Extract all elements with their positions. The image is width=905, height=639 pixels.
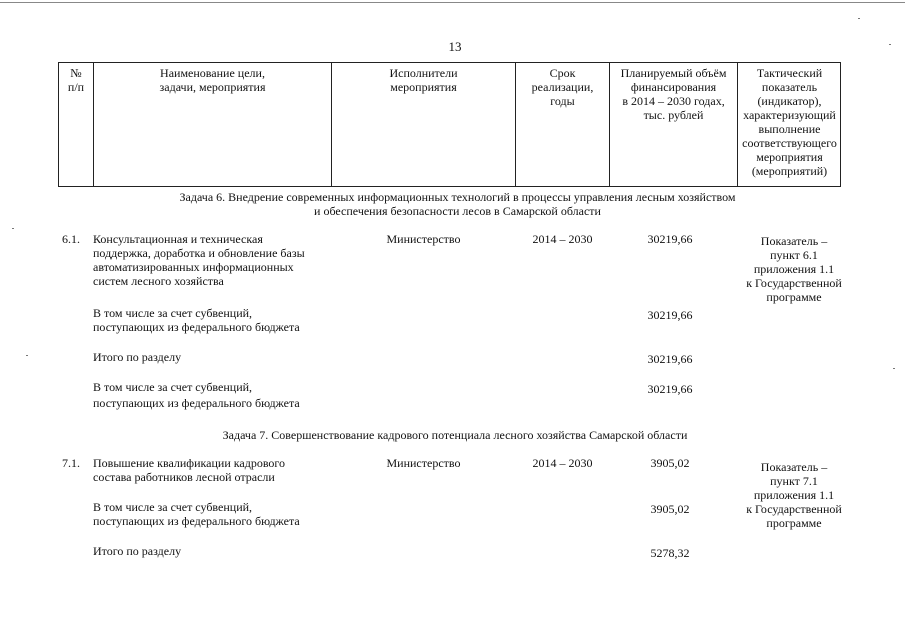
row-number: 7.1. (62, 456, 80, 470)
section-total-label: Итого по разделу (93, 544, 182, 558)
term: 2014 – 2030 (532, 232, 593, 246)
funding-volume: 3905,02 (650, 456, 690, 470)
total-subsidy-value: 30219,66 (647, 382, 693, 396)
scan-speck (893, 368, 895, 369)
executor: Министерство (386, 232, 461, 246)
scan-speck (889, 44, 891, 45)
scan-speck (858, 18, 860, 19)
scan-speck (26, 355, 28, 356)
executor: Министерство (386, 456, 461, 470)
subsidy-value: 30219,66 (647, 308, 693, 322)
page-number: 13 (448, 39, 462, 54)
section-total-value: 30219,66 (647, 352, 693, 366)
scan-edge-line (0, 2, 905, 3)
scan-speck (12, 228, 14, 229)
term: 2014 – 2030 (532, 456, 593, 470)
document-page: 13 № п/п Наименование цели, задачи, мероприятия Исполнители мероприятия Срок реализации, годы Планируемый объём финансирования в 2014 – 2030 годах, тыс. рублей Тактический показатель (индикатор), характеризующий выполнение соответствующего мероприятия (мероприятий) Задача 6. Внедрение современных информационных технологий в процессы управления лесным хозяйством и обеспечения безопасности лесов в Самарской области 6.1. Консультационная и техническая поддержка, доработка и обновление базы автоматизированных информационных систем лесного хозяйства Министерство 2014 – 2030 30219,66 Показатель – пункт 6.1 приложения 1.1 к Государственной программе В том числе за счет субвенций, поступающих из федерального бюджета 30219,66 Итого по разделу 30219,66 В том числе за счет субвенций, поступающих из федерального бюджета 30219,66 Задача 7. Совершенствование кадрового потенциала лесного хозяйства Самарской области 7.1. Повышение квалификации кадрового состава работников лесной отрасли Министерство 2014 – 2030 3905,02 Показатель – пункт 7.1 приложения 1.1 к Государственной программе В том числе за счет субвенций, поступающих из федерального бюджета 3905,02 Итого по разделу 5278,32 (0, 0, 905, 639)
task-7-title: Задача 7. Совершенствование кадрового потенциала лесного хозяйства Самарской области (222, 428, 688, 442)
funding-volume: 30219,66 (647, 232, 693, 246)
section-total-value: 5278,32 (650, 546, 690, 560)
subsidy-value: 3905,02 (650, 502, 690, 516)
section-total-label: Итого по разделу (93, 350, 182, 364)
row-number: 6.1. (62, 232, 80, 246)
